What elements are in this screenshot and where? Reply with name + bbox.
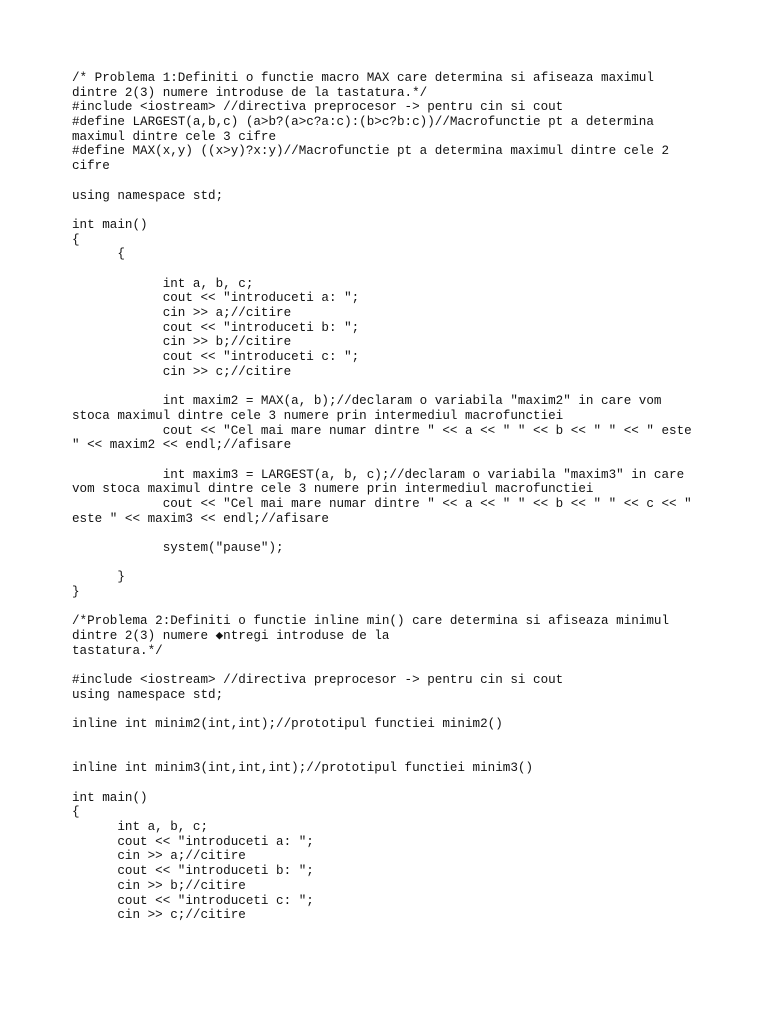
code-line: cin >> a;//citire [72,849,246,864]
code-line: /*Problema 2:Definiti o functie inline min() care determina si afiseaza minimul [72,614,670,629]
code-line: system("pause"); [72,541,284,555]
code-line: { [72,805,80,820]
code-line: " << maxim2 << endl;//afisare [72,438,292,453]
code-line [72,732,732,747]
code-line [72,262,732,277]
code-line: cin >> b;//citire [72,878,246,893]
code-document [72,71,732,923]
code-line: cout << "introduceti a: "; [72,834,314,849]
code-line [72,703,732,718]
code-line: { [72,232,80,247]
code-line [72,526,732,541]
code-line: cout << "introduceti b: "; [72,864,314,879]
code-line: int main() [72,790,148,805]
code-line: cin >> b;//citire [72,335,292,350]
code-line: #define MAX(x,y) ((x>y)?x:y)//Macrofunctie pt a determina maximul dintre cele 2 [72,144,670,159]
code-line: } [72,585,80,600]
code-line: maximul dintre cele 3 cifre [72,129,277,144]
code-line: using namespace std; [72,188,224,203]
code-line: cin >> c;//citire [72,364,292,379]
code-line [72,453,732,468]
code-line: cout << "introduceti b: "; [72,320,360,335]
code-line: este " << maxim3 << endl;//afisare [72,511,329,526]
code-line: cout << "introduceti a: "; [72,291,360,306]
code-line: int main() [72,217,148,232]
code-line: inline int minim3(int,int,int);//prototipul functiei minim3() [72,761,534,776]
code-line [72,203,732,218]
code-line: cout << "introduceti c: "; [72,350,360,365]
code-line [72,174,732,189]
code-line: int a, b, c; [72,820,209,835]
code-line: cout << "Cel mai mare numar dintre " << a << " " << b << " " << " este [72,423,692,438]
code-line: } [72,570,125,585]
code-line: cin >> c;//citire [72,908,246,923]
code-line: { [72,247,125,262]
code-line: cin >> a;//citire [72,306,292,320]
code-line: /* Problema 1:Definiti o functie macro MAX care determina si afiseaza maximul [72,71,654,85]
code-line: dintre 2(3) numere ◆ntregi introduse de la [72,629,390,644]
code-line: tastatura.*/ [72,643,163,658]
code-line: cout << "Cel mai mare numar dintre " << a << " " << b << " " << c << " [72,496,692,511]
code-line: vom stoca maximul dintre cele 3 numere prin intermediul macrofunctiei [72,482,594,497]
code-line: stoca maximul dintre cele 3 numere prin intermediul macrofunctiei [72,408,564,423]
code-line [72,659,732,674]
code-line [72,600,732,615]
code-line: #include <iostream> //directiva preprocesor -> pentru cin si cout [72,673,564,688]
code-line: int a, b, c; [72,276,254,291]
code-line [72,379,732,394]
code-line [72,747,732,762]
code-line: dintre 2(3) numere introduse de la tastatura.*/ [72,85,428,100]
code-line [72,556,732,571]
code-line: int maxim2 = MAX(a, b);//declaram o variabila "maxim2" in care vom [72,394,662,409]
code-line: using namespace std; [72,687,224,702]
code-line: #define LARGEST(a,b,c) (a>b?(a>c?a:c):(b>c?b:c))//Macrofunctie pt a determina [72,115,654,130]
code-line: cout << "introduceti c: "; [72,893,314,908]
code-line: cifre [72,159,110,174]
code-line: int maxim3 = LARGEST(a, b, c);//declaram o variabila "maxim3" in care [72,467,685,482]
code-line [72,776,732,791]
code-line: inline int minim2(int,int);//prototipul functiei minim2() [72,717,503,732]
code-line: #include <iostream> //directiva preprocesor -> pentru cin si cout [72,100,564,115]
